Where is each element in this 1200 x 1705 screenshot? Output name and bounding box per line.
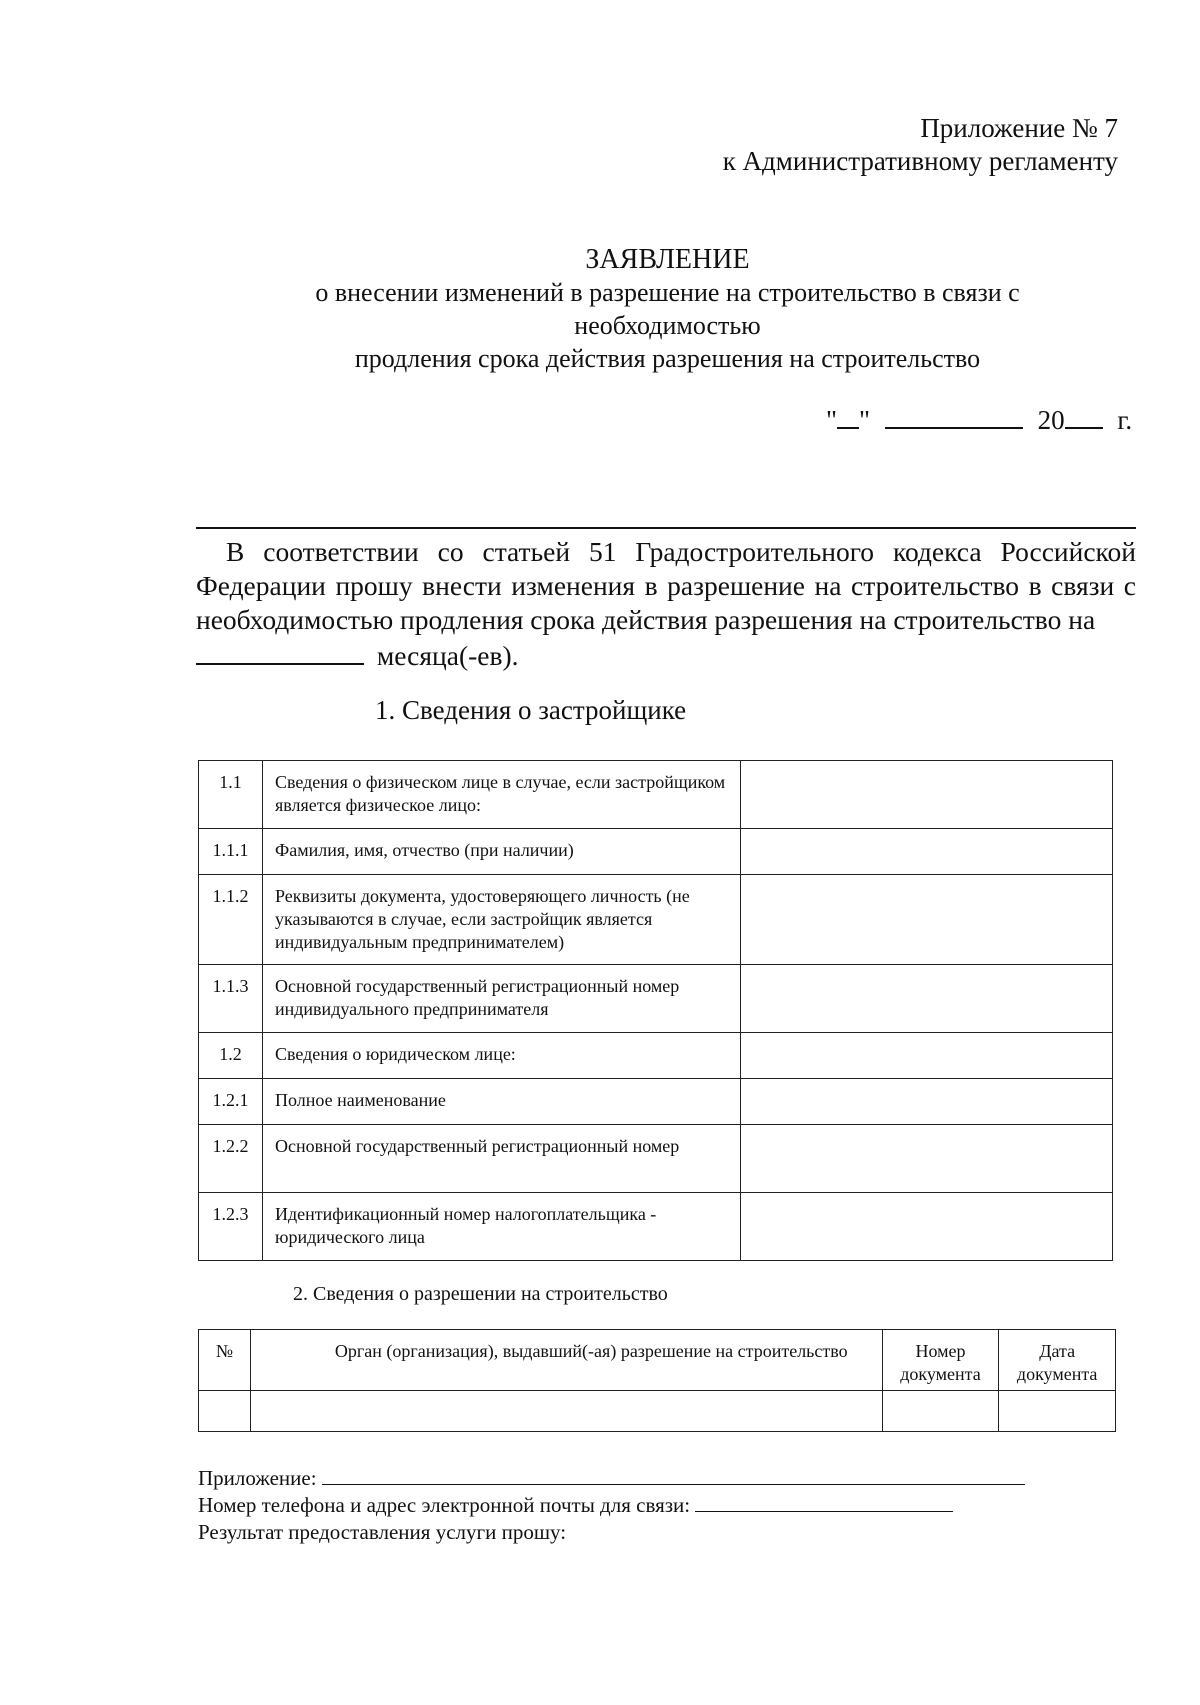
year-blank[interactable]	[1065, 403, 1103, 429]
subtitle-line-1: о внесении изменений в разрешение на строительство в связи с	[315, 278, 1020, 307]
col-header-issuer: Орган (организация), выдавший(-ая) разрешение на строительство	[250, 1330, 882, 1391]
request-text: В соответствии со статьей 51 Градостроительного кодекса Российской Федерации прошу внести изменения в разрешение на строительство в связи с необходимостью продления срока действия разрешения на строительство на	[196, 536, 1136, 635]
row-value-field[interactable]	[741, 1033, 1113, 1079]
row-number: 1.2.3	[199, 1193, 263, 1261]
table-row	[199, 829, 1113, 875]
table-row	[199, 875, 1113, 965]
row-number: 1.2.2	[199, 1125, 263, 1193]
table-row	[199, 1033, 1113, 1079]
row-number: 1.2.1	[199, 1079, 263, 1125]
appendix-header	[723, 112, 1118, 178]
footer	[198, 1465, 1025, 1546]
row-description: Основной государственный регистрационный номер	[263, 1125, 741, 1193]
row-number: 1.1.3	[199, 965, 263, 1033]
applicant-line[interactable]	[196, 527, 1136, 529]
subtitle-line-3: продления срока действия разрешения на строительство	[354, 344, 981, 373]
row-value-field[interactable]	[741, 761, 1113, 829]
attachment-label: Приложение:	[198, 1466, 317, 1490]
row-number: 1.2	[199, 1033, 263, 1079]
cell-issuer[interactable]	[250, 1391, 882, 1432]
cell-number[interactable]	[199, 1391, 251, 1432]
year-prefix: 20	[1037, 405, 1065, 435]
col-header-doc-number: Номер документа	[882, 1330, 999, 1391]
row-description: Сведения о юридическом лице:	[263, 1033, 741, 1079]
months-line	[196, 637, 1136, 673]
contact-line	[198, 1492, 1025, 1519]
row-description: Основной государственный регистрационный номер индивидуального предпринимателя	[263, 965, 741, 1033]
table-row	[199, 1391, 1116, 1432]
result-line	[198, 1519, 1025, 1546]
row-value-field[interactable]	[741, 1079, 1113, 1125]
result-label: Результат предоставления услуги прошу:	[198, 1520, 567, 1544]
col-header-number: №	[199, 1330, 251, 1391]
attachment-blank[interactable]	[322, 1466, 1025, 1485]
date-quote-close: "	[859, 405, 871, 435]
row-value-field[interactable]	[741, 965, 1113, 1033]
row-description: Полное наименование	[263, 1079, 741, 1125]
document-subtitle	[0, 276, 1200, 375]
day-blank[interactable]	[837, 403, 859, 429]
months-label: месяца(-ев).	[376, 640, 519, 671]
contact-blank[interactable]	[695, 1493, 953, 1512]
month-blank[interactable]	[885, 403, 1023, 429]
request-paragraph	[196, 535, 1136, 673]
row-number: 1.1	[199, 761, 263, 829]
row-description: Фамилия, имя, отчество (при наличии)	[263, 829, 741, 875]
section1-heading: 1. Сведения о застройщике	[375, 695, 687, 725]
row-number: 1.1.1	[199, 829, 263, 875]
row-number: 1.1.2	[199, 875, 263, 965]
months-blank[interactable]	[196, 637, 364, 665]
cell-doc-date[interactable]	[999, 1391, 1116, 1432]
attachment-line	[198, 1465, 1025, 1492]
cell-doc-number[interactable]	[882, 1391, 999, 1432]
date-quote-open: "	[826, 405, 838, 435]
row-value-field[interactable]	[741, 829, 1113, 875]
date-line	[826, 403, 1132, 436]
subtitle-line-2: необходимостью	[574, 311, 761, 340]
appendix-number: Приложение № 7	[920, 113, 1118, 143]
row-description: Сведения о физическом лице в случае, если застройщиком является физическое лицо:	[263, 761, 741, 829]
row-value-field[interactable]	[741, 1193, 1113, 1261]
appendix-reference: к Административному регламенту	[722, 146, 1118, 176]
year-suffix: г.	[1117, 405, 1133, 435]
document-title: ЗАЯВЛЕНИЕ	[585, 244, 750, 275]
table-row	[199, 1079, 1113, 1125]
row-value-field[interactable]	[741, 1125, 1113, 1193]
permit-info-table	[198, 1329, 1116, 1432]
developer-info-table	[198, 760, 1113, 1261]
table-row	[199, 965, 1113, 1033]
table-row	[199, 761, 1113, 829]
row-description: Реквизиты документа, удостоверяющего личность (не указываются в случае, если застройщик является индивидуальным предпринимателем)	[263, 875, 741, 965]
contact-label: Номер телефона и адрес электронной почты для связи:	[198, 1493, 691, 1517]
col-header-doc-date: Дата документа	[999, 1330, 1116, 1391]
table-row	[199, 1193, 1113, 1261]
section2-heading: 2. Сведения о разрешении на строительство	[293, 1283, 668, 1305]
table-header-row	[199, 1330, 1116, 1391]
row-description: Идентификационный номер налогоплательщика - юридического лица	[263, 1193, 741, 1261]
table-row	[199, 1125, 1113, 1193]
row-value-field[interactable]	[741, 875, 1113, 965]
